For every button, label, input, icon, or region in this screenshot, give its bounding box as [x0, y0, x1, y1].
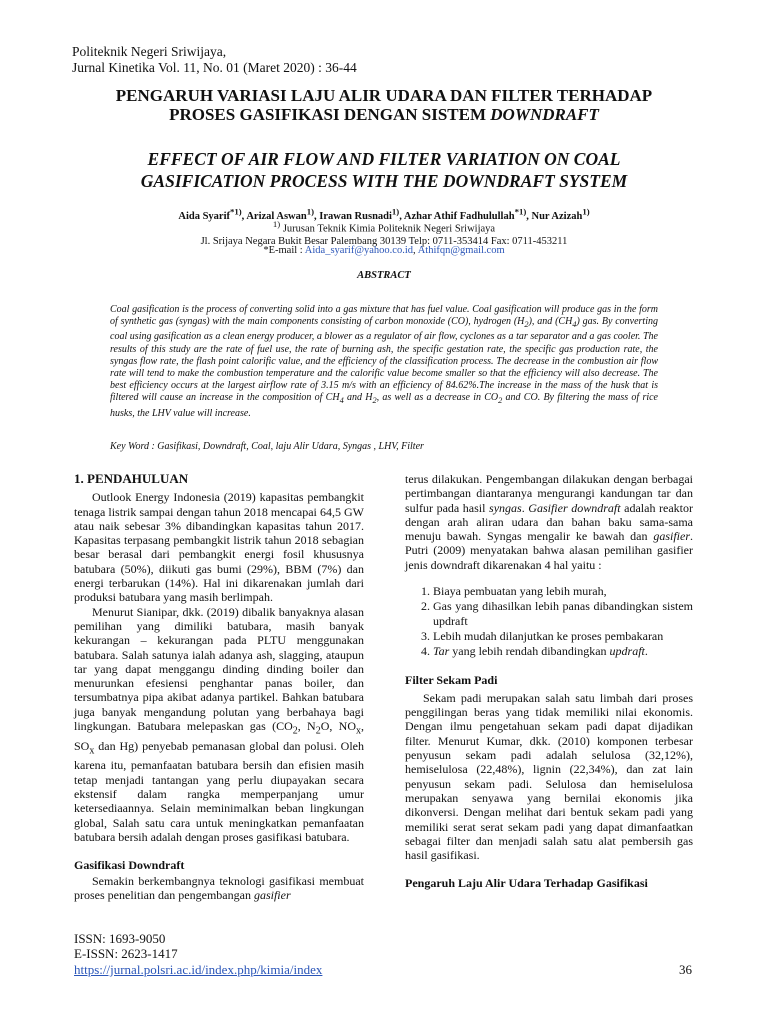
paper-title: [60, 86, 708, 124]
author-name: Arizal Aswan: [246, 210, 307, 222]
eissn: E-ISSN: 2623-1417: [74, 946, 178, 962]
page-number: 36: [679, 962, 692, 977]
author-list: Aida Syarif$^{*1)}$, Arizal Aswan$^{1)}$, Irawan Rusnadi$^{1)}$, Azhar Athif Fadhulullah$^{*1)}$, Nur Azizah$^{1)}$: [178, 206, 590, 222]
paragraph: Menurut Sianipar, dkk. (2019) dibalik banyaknya alasan pemilihan yang dimiliki batubara, masih banyak kekurangan – kekurangan pada PLTU menggunakan batubara. Salah satunya ialah adanya ash, slagging, ataupun tar yang dapat menggangu dinding dinding boiler dan menurunkan efesiensi penghantar panas boiler, dan tersumbatnya pipa akibat adanya partikel. Bahkan batubara juga banyak mengandung polutan yang berbahaya bagi lingkungan. Batubara melepaskan gas ($CO_2$, $N_2O$, $NO_x$, $SO_x$ dan Hg) penyebab pemanasan global dan polusi. Oleh karena itu, pemanfaatan batubara bersih dan efisien masih tetap menjadi tantangan yang perlu diupayakan secara ekstensif dalam rangka memperpanjang umur ketersediaannya. Selain meminimalkan beban lingkungan global, Salah satu cara untuk meningkatkan pemanfaatan batubara bersih adalah dengan proses gasifikasi batubara.: [74, 604, 364, 844]
email-link-2[interactable]: Athifqn@gmail.com: [417, 245, 505, 256]
email-line: *E-mail : Aida_syarif@yahoo.co.id, Athifqn@gmail.com: [263, 245, 505, 256]
paragraph: Outlook Energy Indonesia (2019) kapasitas pembangkit tenaga listrik sampai dengan tahun 2018 mencapai 64,5 GW atau naik sebesar 3% dibandingkan kapasitas tahun 2017. Kapasitas terpasang pembangkit listrik tahun 2018 sebagian besar berasal dari pembangkit energi fosil khususnya batubara (50%), diikuti gas bumi (29%), BBM (7%) dan energi terbarukan (14%). Hal ini dikarenakan jumlah dari produksi batubara yang masih berlimpah.: [74, 490, 364, 605]
english-title-line-1: EFFECT OF AIR FLOW AND FILTER VARIATION ON COAL: [147, 149, 621, 169]
paragraph: Semakin berkembangnya teknologi gasifikasi membuat proses penelitian dan pengembangan gasifier: [74, 873, 364, 902]
affiliation: $^{1)}$ Jurusan Teknik Kimia Politeknik Negeri Sriwijaya Jl. Srijaya Negara Bukit Besar Palembang 30139 Telp: 0711-353414 Fax: 0711-453211: [60, 218, 708, 248]
institution-name: Politeknik Negeri Sriwijaya,: [72, 44, 227, 59]
list-item: 1. Biaya pembuatan yang lebih murah,: [433, 584, 693, 598]
list-item: 3. Lebih mudah dilanjutkan ke proses pembakaran: [433, 629, 693, 643]
author-name: Aida Syarif: [178, 210, 230, 222]
keywords: Key Word : Gasifikasi, Downdraft, Coal, laju Alir Udara, Syngas , LHV, Filter: [110, 441, 424, 452]
journal-header: [72, 44, 357, 76]
english-title: [60, 148, 708, 192]
right-column: [405, 472, 693, 895]
abstract-heading: ABSTRACT: [357, 270, 411, 281]
journal-url-link[interactable]: https://jurnal.polsri.ac.id/index.php/kimia/index: [74, 961, 323, 977]
issn: ISSN: 1693-9050: [74, 931, 166, 946]
list-item: 4. Tar yang lebih rendah dibandingkan updraft.: [433, 644, 693, 658]
author-name: Nur Azizah: [531, 210, 583, 222]
subsection-heading: Gasifikasi Downdraft: [74, 858, 185, 873]
title-line-1: PENGARUH VARIASI LAJU ALIR UDARA DAN FILTER TERHADAP: [115, 86, 653, 105]
list-item: 2. Gas yang dihasilkan lebih panas dibandingkan sistem updraft: [433, 599, 693, 628]
paragraph: Sekam padi merupakan salah satu limbah dari proses penggilingan beras yang tidak memiliki nilai ekonomis. Dengan ilmu pengetahuan sekam padi dapat dijadikan filter. Menurut Kumar, dkk. (2010) komponen terbesar penyusun sekam padi adalah selulosa (32,12%), hemiselulosa (22,48%), lignin (22,34%), dan zat lain penyusun sekam padi. Selulosa dan hemiselulosa merupakan senyawa yang bernilai ekonomis jika dikonversi. Dengan melihat dari bentuk sekam padi yang memiliki serat serat sekam padi yang dapat dimanfaatkan sebagai filter dan menjadi salah satu alat pembersih gas hasil gasifikasi.: [405, 690, 693, 863]
email-link-1[interactable]: Aida_syarif@yahoo.co.id: [304, 245, 414, 256]
paragraph: terus dilakukan. Pengembangan dilakukan dengan berbagai pertimbangan diantaranya mengurangi kandungan tar dan sulfur pada hasil syngas. Gasifier downdraft adalah reaktor dengan arah aliran udara dan bahan baku sama-sama menuju bawah. Syngas mengalir ke bawah dan gasifier. Putri (2009) menyatakan bahwa alasan pemilihan gasifier jenis downdraft dikarenakan 4 hal yaitu :: [405, 472, 694, 572]
left-column: [74, 472, 364, 902]
english-title-line-2: GASIFICATION PROCESS WITH THE DOWNDRAFT SYSTEM: [140, 171, 628, 191]
journal-citation: Jurnal Kinetika Vol. 11, No. 01 (Maret 2020) : 36-44: [72, 60, 357, 75]
reasons-list: [405, 584, 693, 658]
section-heading: 1. PENDAHULUAN: [74, 471, 189, 486]
title-line-2: PROSES GASIFIKASI DENGAN SISTEM DOWNDRAFT: [169, 105, 599, 124]
footer: [74, 931, 322, 977]
abstract-body: Coal gasification is the process of converting solid into a gas mixture that has fuel value. Coal gasification will produce gas in the form of synthetic gas (syngas) with the main components consisting of carbon monoxide (CO), hydrogen $(H_2)$, and $(CH_4)$ gas. By converting coal using gasification as a clean energy producer, a blower as a regulator of air flow, cyclones as a tar separator and a gas cooler. The results of this study are the rate of fuel use, the rate of burning ash, the specific gestation rate, the specific gas production rate, the syngas flow rate, the flash point calorific value, and the efficiency of the classification process. The decrease in the combustion air flow rate will tend to make the combustion temperature and the calorific value become smaller so that the efficiency will also decrease. The best efficiency occurs at the largest airflow rate of 3.15 m/s with an efficiency of 84.62%.The increase in the mass of the husk that is filtered will cause an increase in the composition of $CH_4$ and $H_2$, as well as a decrease in $CO_2$ and CO. By filtering the mass of rice husks, the LHV value will increase.: [110, 304, 658, 419]
author-name: Azhar Athif Fadhulullah: [403, 210, 515, 222]
address: Jl. Srijaya Negara Bukit Besar Palembang 30139 Telp: 0711-353414 Fax: 0711-453211: [200, 235, 568, 247]
author-name: Irawan Rusnadi: [319, 210, 392, 222]
subsection-heading: Filter Sekam Padi: [405, 672, 498, 687]
department: Jurusan Teknik Kimia Politeknik Negeri Sriwijaya: [282, 223, 496, 235]
subsection-heading: Pengaruh Laju Alir Udara Terhadap Gasifikasi: [405, 876, 648, 891]
